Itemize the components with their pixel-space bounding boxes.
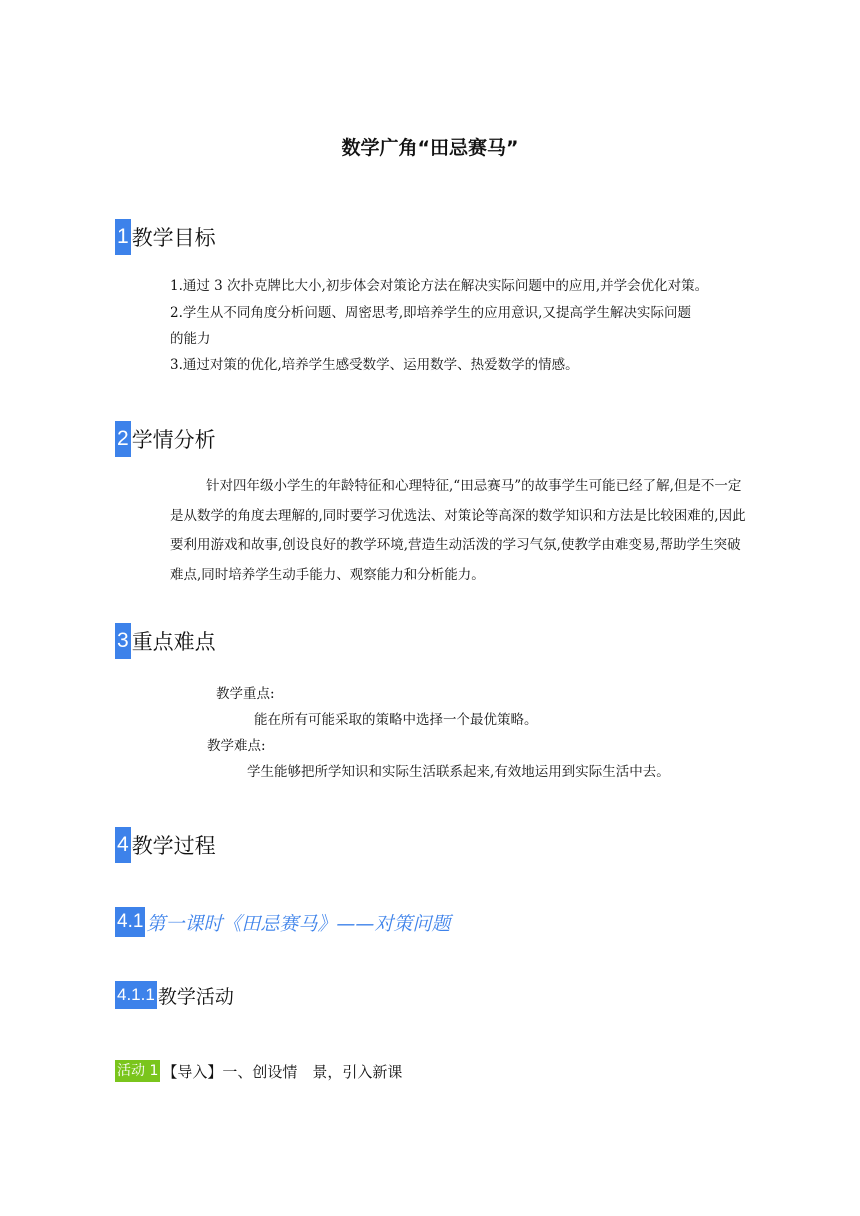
document-title: 数学广角“田忌赛马” (341, 137, 519, 159)
difficulty-text: 学生能够把所学知识和实际生活联系起来,有效地运用到实际生活中去。 (247, 764, 670, 780)
section-label: 教学过程 (131, 834, 216, 858)
section-label: 教学目标 (131, 226, 216, 250)
section-number: 4.1.1 (115, 981, 157, 1009)
section-label: 重点难点 (131, 630, 216, 654)
objective-line-3: 的能力 (170, 331, 211, 347)
objective-line-4: 3.通过对策的优化,培养学生感受数学、运用数学、热爱数学的情感。 (170, 357, 579, 373)
activity-1-heading (115, 1060, 402, 1082)
section-3-heading (115, 623, 216, 659)
activity-label: 【导入】一、创设情 景，引入新课 (162, 1062, 403, 1081)
section-4-1-heading (115, 907, 450, 937)
section-number: 1 (115, 219, 131, 255)
activity-tag: 活动 1 (115, 1060, 160, 1082)
key-point-label: 教学重点: (216, 686, 275, 702)
section-label: 学情分析 (131, 428, 216, 452)
section-1-heading (115, 219, 216, 255)
section-4-1-1-heading (115, 981, 234, 1009)
analysis-paragraph: 针对四年级小学生的年龄特征和心理特征,“田忌赛马”的故事学生可能已经了解,但是不一定是从数学的角度去理解的,同时要学习优选法、对策论等高深的数学知识和方法是比较困难的,因此要利用游戏和故事,创设良好的教学环境,营造生动活泼的学习气氛,使教学由难变易,帮助学生突破难点,同时培养学生动手能力、观察能力和分析能力。 (170, 478, 746, 583)
section-number: 4.1 (115, 907, 145, 937)
difficulty-label: 教学难点: (207, 738, 266, 754)
section-2-heading (115, 421, 216, 457)
section-label: 教学活动 (157, 985, 234, 1008)
section-number: 3 (115, 623, 131, 659)
section-number: 4 (115, 827, 131, 863)
objective-line-1: 1.通过 3 次扑克牌比大小,初步体会对策论方法在解决实际问题中的应用,并学会优化对策。 (170, 278, 709, 294)
objective-line-2: 2.学生从不同角度分析问题、周密思考,即培养学生的应用意识,又提高学生解决实际问题 (170, 305, 691, 321)
section-4-heading (115, 827, 216, 863)
key-point-text: 能在所有可能采取的策略中选择一个最优策略。 (254, 712, 538, 728)
section-number: 2 (115, 421, 131, 457)
section-label: 第一课时《田忌赛马》——对策问题 (146, 912, 451, 935)
